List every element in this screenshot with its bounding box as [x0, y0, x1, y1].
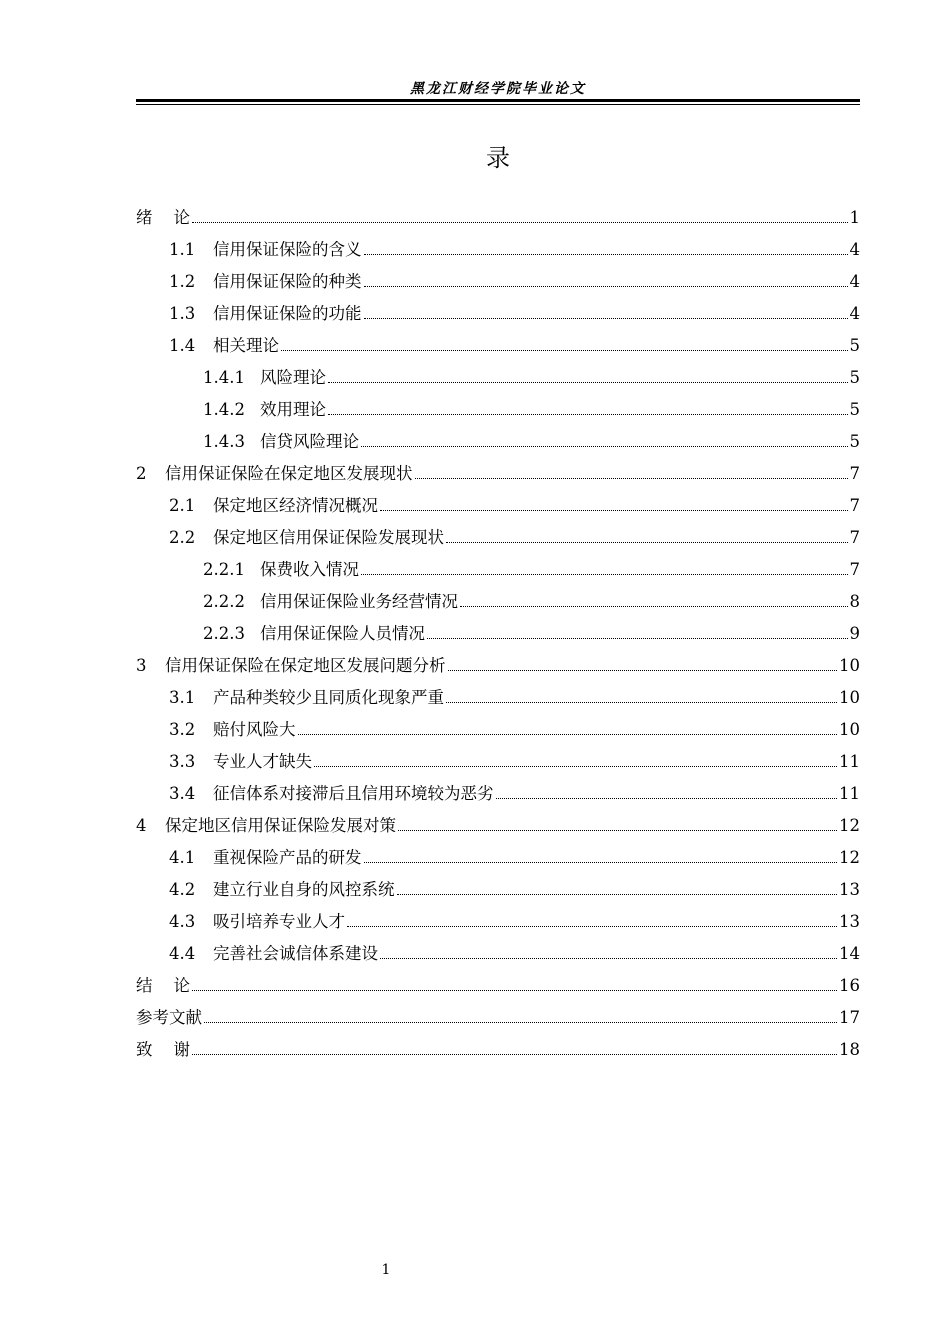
toc-entry[interactable] [136, 196, 860, 228]
toc-dot-leader [446, 542, 848, 543]
toc-dot-leader [328, 414, 848, 415]
toc-entry-page: 7 [849, 528, 860, 547]
toc-entry-page: 12 [839, 816, 860, 835]
toc-entry-number: 1.1 [169, 240, 196, 259]
toc-entry-title: 完善社会诚信体系建设 [213, 944, 378, 963]
toc-entry[interactable] [136, 964, 860, 996]
toc-entry-number: 2 [136, 464, 147, 483]
toc-entry-page: 11 [839, 784, 860, 803]
toc-entry-number: 2.2.2 [203, 592, 245, 611]
toc-entry[interactable] [136, 356, 860, 388]
toc-entry-title: 信用保证保险的种类 [213, 272, 362, 291]
toc-entry-number: 1.4.3 [203, 432, 245, 451]
toc-entry-title: 信贷风险理论 [260, 432, 359, 451]
toc-entry[interactable] [136, 612, 860, 644]
toc-entry-number: 1.2 [169, 272, 196, 291]
toc-dot-leader [496, 798, 838, 799]
toc-entry-page: 9 [849, 624, 860, 643]
toc-entry-number: 2.1 [169, 496, 196, 515]
toc-entry-title: 风险理论 [260, 368, 326, 387]
toc-entry-page: 14 [839, 944, 860, 963]
toc-dot-leader [415, 478, 848, 479]
toc-entry-number: 2.2.1 [203, 560, 245, 579]
toc-entry-title: 效用理论 [260, 400, 326, 419]
toc-entry-title: 信用保证保险在保定地区发展现状 [165, 464, 413, 483]
toc-entry-page: 5 [849, 432, 860, 451]
toc-entry-title: 保定地区信用保证保险发展现状 [213, 528, 444, 547]
toc-entry-number: 1.3 [169, 304, 196, 323]
toc-dot-leader [314, 766, 837, 767]
toc-entry-title: 结 论 [136, 976, 190, 995]
toc-entry[interactable] [136, 836, 860, 868]
table-of-contents [136, 196, 860, 1060]
toc-entry[interactable] [136, 484, 860, 516]
toc-entry-page: 7 [849, 464, 860, 483]
toc-entry-page: 10 [839, 688, 860, 707]
toc-entry-title: 信用保证保险人员情况 [260, 624, 425, 643]
toc-entry-page: 4 [849, 240, 860, 259]
toc-dot-leader [298, 734, 838, 735]
toc-dot-leader [380, 510, 848, 511]
toc-entry[interactable] [136, 772, 860, 804]
toc-entry-page: 7 [849, 496, 860, 515]
toc-entry-title: 专业人才缺失 [213, 752, 312, 771]
toc-entry-page: 5 [849, 368, 860, 387]
toc-dot-leader [192, 990, 837, 991]
toc-entry[interactable] [136, 676, 860, 708]
toc-entry-page: 17 [839, 1008, 860, 1027]
toc-dot-leader [380, 958, 837, 959]
toc-entry-title: 信用保证保险业务经营情况 [260, 592, 458, 611]
toc-entry-page: 18 [839, 1040, 860, 1059]
toc-entry-title: 吸引培养专业人才 [213, 912, 345, 931]
running-header: 黑龙江财经学院毕业论文 [410, 81, 586, 97]
toc-entry[interactable] [136, 868, 860, 900]
toc-dot-leader [347, 926, 837, 927]
toc-entry-title: 信用保证保险的功能 [213, 304, 362, 323]
toc-entry-number: 4.3 [169, 912, 196, 931]
toc-entry-title: 致 谢 [136, 1040, 190, 1059]
header-rule-thin [136, 104, 860, 105]
toc-entry-number: 4.1 [169, 848, 196, 867]
toc-entry[interactable] [136, 740, 860, 772]
toc-entry-title: 赔付风险大 [213, 720, 296, 739]
toc-entry[interactable] [136, 1028, 860, 1060]
toc-entry-number: 1.4.1 [203, 368, 245, 387]
toc-dot-leader [398, 830, 837, 831]
toc-entry-number: 1.4 [169, 336, 196, 355]
toc-entry-number: 3 [136, 656, 147, 675]
toc-entry-title: 参考文献 [136, 1008, 202, 1027]
toc-entry[interactable] [136, 580, 860, 612]
toc-entry-page: 12 [839, 848, 860, 867]
toc-entry[interactable] [136, 516, 860, 548]
toc-entry-number: 3.1 [169, 688, 196, 707]
toc-dot-leader [328, 382, 848, 383]
toc-entry-page: 8 [849, 592, 860, 611]
toc-entry[interactable] [136, 900, 860, 932]
toc-entry-number: 3.2 [169, 720, 196, 739]
toc-entry-page: 11 [839, 752, 860, 771]
toc-dot-leader [364, 862, 838, 863]
toc-entry[interactable] [136, 644, 860, 676]
toc-entry-page: 16 [839, 976, 860, 995]
toc-dot-leader [397, 894, 838, 895]
toc-dot-leader [364, 286, 848, 287]
toc-dot-leader [192, 1054, 837, 1055]
toc-entry-page: 4 [849, 304, 860, 323]
toc-entry[interactable] [136, 228, 860, 260]
toc-entry[interactable] [136, 260, 860, 292]
toc-entry-title: 绪 论 [136, 208, 190, 227]
toc-dot-leader [446, 702, 837, 703]
toc-entry-page: 5 [849, 336, 860, 355]
toc-entry-title: 建立行业自身的风控系统 [213, 880, 395, 899]
toc-entry-title: 信用保证保险的含义 [213, 240, 362, 259]
toc-entry[interactable] [136, 420, 860, 452]
toc-entry-number: 4 [136, 816, 147, 835]
toc-entry-page: 5 [849, 400, 860, 419]
toc-dot-leader [361, 574, 848, 575]
toc-dot-leader [204, 1022, 837, 1023]
toc-entry[interactable] [136, 932, 860, 964]
toc-entry[interactable] [136, 292, 860, 324]
toc-entry-title: 保定地区信用保证保险发展对策 [165, 816, 396, 835]
page-number: 1 [381, 1262, 391, 1278]
toc-entry-page: 13 [839, 912, 860, 931]
toc-entry-number: 4.4 [169, 944, 196, 963]
toc-entry-number: 1.4.2 [203, 400, 245, 419]
toc-entry-title: 相关理论 [213, 336, 279, 355]
toc-entry-title: 产品种类较少且同质化现象严重 [213, 688, 444, 707]
toc-dot-leader [281, 350, 848, 351]
toc-entry[interactable] [136, 548, 860, 580]
toc-dot-leader [364, 254, 848, 255]
toc-entry-number: 4.2 [169, 880, 196, 899]
toc-dot-leader [364, 318, 848, 319]
toc-entry-title: 保定地区经济情况概况 [213, 496, 378, 515]
toc-entry-page: 1 [849, 208, 860, 227]
toc-entry-number: 3.3 [169, 752, 196, 771]
toc-entry-title: 信用保证保险在保定地区发展问题分析 [165, 656, 446, 675]
toc-dot-leader [427, 638, 848, 639]
header-rule-thick [136, 99, 860, 102]
toc-entry-title: 保费收入情况 [260, 560, 359, 579]
toc-dot-leader [448, 670, 838, 671]
toc-entry-page: 4 [849, 272, 860, 291]
toc-dot-leader [460, 606, 848, 607]
toc-entry-page: 7 [849, 560, 860, 579]
toc-entry-title: 征信体系对接滞后且信用环境较为恶劣 [213, 784, 494, 803]
toc-entry-page: 13 [839, 880, 860, 899]
toc-entry-page: 10 [839, 656, 860, 675]
toc-entry-number: 3.4 [169, 784, 196, 803]
toc-dot-leader [361, 446, 848, 447]
toc-entry-number: 2.2 [169, 528, 196, 547]
toc-entry-title: 重视保险产品的研发 [213, 848, 362, 867]
toc-title: 录 [486, 144, 510, 172]
toc-entry[interactable] [136, 804, 860, 836]
toc-entry-number: 2.2.3 [203, 624, 245, 643]
toc-entry[interactable] [136, 324, 860, 356]
toc-entry[interactable] [136, 452, 860, 484]
toc-entry[interactable] [136, 388, 860, 420]
toc-entry-page: 10 [839, 720, 860, 739]
toc-entry[interactable] [136, 708, 860, 740]
toc-entry[interactable] [136, 996, 860, 1028]
toc-dot-leader [192, 222, 848, 223]
